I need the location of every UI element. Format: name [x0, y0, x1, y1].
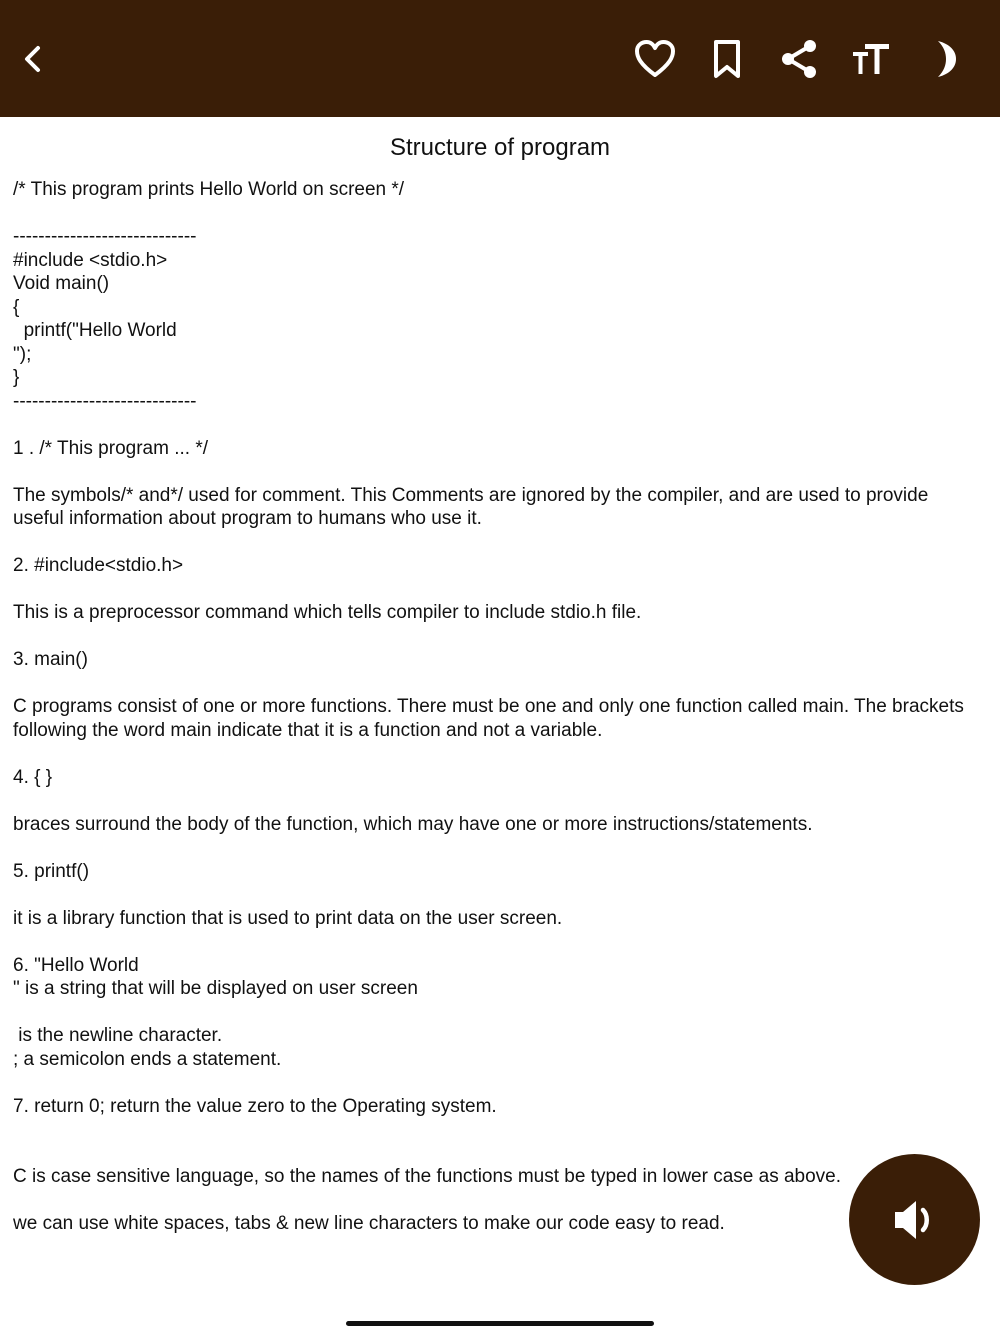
spacer	[13, 202, 978, 226]
spacer	[13, 531, 978, 555]
code-line: Void main()	[13, 273, 110, 294]
item-text: braces surround the body of the function, which may have one or more instructions/statements.	[13, 813, 813, 835]
spacer	[13, 883, 978, 907]
heart-icon[interactable]	[631, 35, 679, 83]
code-line: printf("Hello World	[13, 320, 177, 341]
spacer	[13, 578, 978, 602]
article-content	[13, 178, 978, 1236]
item-text: C programs consist of one or more functions. There must be one and only one function called main. The brackets following the word main indicate that it is a function and not a variable.	[13, 696, 970, 741]
code-separator: -----------------------------	[13, 226, 197, 247]
item-heading: 5. printf()	[13, 860, 90, 882]
spacer	[13, 789, 978, 813]
code-line: ");	[13, 343, 32, 365]
code-line: }	[13, 367, 20, 388]
top-app-bar	[0, 0, 1000, 117]
spacer	[13, 836, 978, 860]
item-text: This is a preprocessor command which tells compiler to include stdio.h file.	[13, 602, 642, 623]
item-heading: 4. { }	[13, 766, 53, 788]
code-line: {	[13, 296, 20, 318]
share-icon[interactable]	[775, 35, 823, 83]
item-heading: 3. main()	[13, 649, 88, 670]
spacer	[13, 930, 978, 954]
item7-text: 7. return 0; return the value zero to the Operating system.	[13, 1095, 497, 1117]
spacer	[13, 1071, 978, 1095]
item6-line: " is a string that will be displayed on user screen	[13, 978, 418, 999]
audio-play-button[interactable]	[849, 1154, 980, 1285]
spacer	[13, 672, 978, 696]
note-text: we can use white spaces, tabs & new line characters to make our code easy to read.	[13, 1213, 725, 1234]
spacer	[13, 1189, 978, 1213]
bookmark-icon[interactable]	[703, 35, 751, 83]
speaker-icon	[889, 1196, 941, 1244]
item-heading: 1 . /* This program ... */	[13, 437, 209, 459]
item6-line: is the newline character.	[13, 1025, 223, 1046]
spacer	[13, 742, 978, 766]
spacer	[13, 1118, 978, 1142]
note-text: C is case sensitive language, so the names of the functions must be typed in lower case as above.	[13, 1166, 842, 1187]
back-chevron-icon[interactable]	[10, 35, 58, 83]
item-text: The symbols/* and*/ used for comment. This Comments are ignored by the compiler, and are used to provide useful information about program to humans who use it.	[13, 484, 934, 529]
home-indicator	[346, 1321, 654, 1326]
item-heading: 2. #include<stdio.h>	[13, 555, 184, 576]
spacer	[13, 625, 978, 649]
spacer	[13, 413, 978, 437]
page-title: Structure of program	[389, 134, 611, 161]
code-line: #include <stdio.h>	[13, 249, 168, 271]
moon-icon[interactable]	[920, 35, 968, 83]
code-separator: -----------------------------	[13, 390, 197, 412]
spacer	[13, 1001, 978, 1025]
item-text: it is a library function that is used to print data on the user screen.	[13, 907, 563, 929]
item6-line: ; a semicolon ends a statement.	[13, 1048, 282, 1070]
code-comment: /* This program prints Hello World on screen */	[13, 179, 405, 200]
item6-line: 6. "Hello World	[13, 954, 139, 976]
text-size-icon[interactable]	[847, 35, 895, 83]
spacer	[13, 460, 978, 484]
spacer	[13, 1142, 978, 1166]
